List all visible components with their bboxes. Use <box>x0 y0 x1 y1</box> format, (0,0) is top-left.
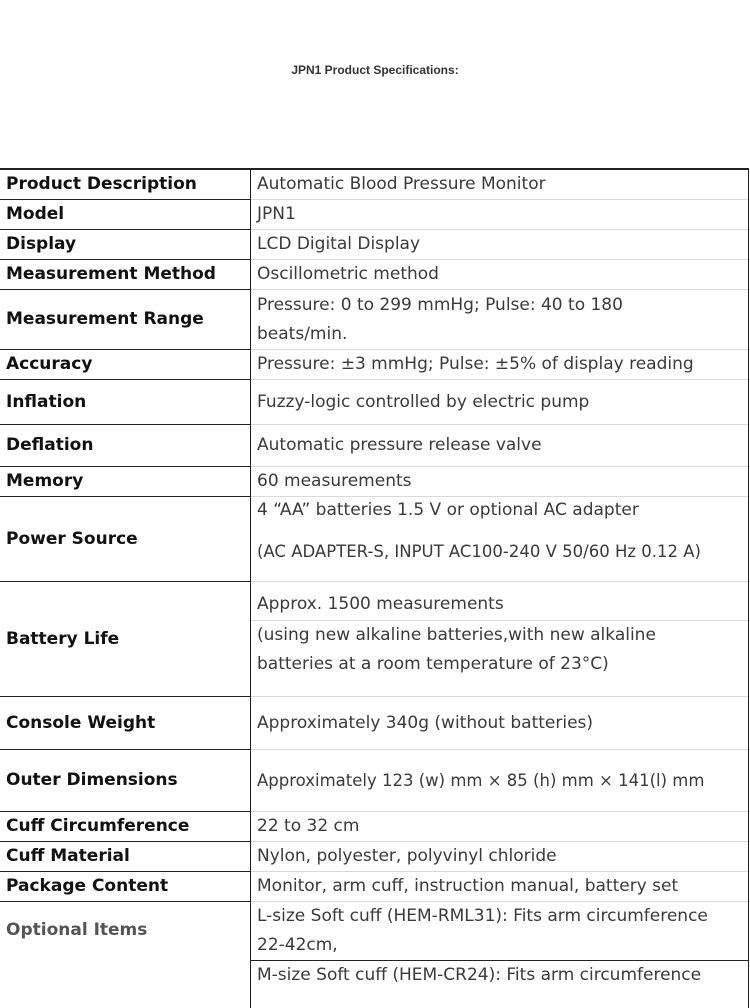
spec-value: Oscillometric method <box>251 260 749 290</box>
spec-value: Fuzzy-logic controlled by electric pump <box>251 380 749 425</box>
specifications-table <box>0 168 749 1008</box>
spec-value: 60 measurements <box>251 467 749 497</box>
table-row <box>0 872 749 902</box>
spec-label: Model <box>0 200 251 230</box>
spec-label: Measurement Method <box>0 260 251 290</box>
spec-value-line: beats/min. <box>257 323 348 344</box>
spec-value-line: Pressure: 0 to 299 mmHg; Pulse: 40 to 180 <box>257 294 623 315</box>
spec-value <box>251 290 749 350</box>
spec-label: Outer Dimensions <box>0 750 251 812</box>
spec-label: Console Weight <box>0 697 251 750</box>
spec-label: Package Content <box>0 872 251 902</box>
spec-value: Pressure: ±3 mmHg; Pulse: ±5% of display reading <box>251 350 749 380</box>
spec-value-line: 22-42cm, <box>257 935 338 955</box>
spec-value-line: Approx. 1500 measurements <box>257 594 504 614</box>
spec-value-line: M-size Soft cuff (HEM-CR24): Fits arm circumference <box>251 960 748 990</box>
table-row <box>0 842 749 872</box>
spec-value: Nylon, polyester, polyvinyl chloride <box>251 842 749 872</box>
table-row <box>0 902 749 1008</box>
spec-label: Display <box>0 230 251 260</box>
spec-value-line: (AC ADAPTER-S, INPUT AC100-240 V 50/60 Hz 0.12 A) <box>257 542 701 561</box>
spec-label: Memory <box>0 467 251 497</box>
table-row <box>0 200 749 230</box>
table-row <box>0 467 749 497</box>
spec-label: Power Source <box>0 497 251 582</box>
spec-label: Cuff Circumference <box>0 812 251 842</box>
spec-label: Inflation <box>0 380 251 425</box>
spec-label: Product Description <box>0 169 251 200</box>
table-row <box>0 380 749 425</box>
spec-value-line: batteries at a room temperature of 23°C) <box>257 654 609 674</box>
table-row <box>0 812 749 842</box>
table-row <box>0 230 749 260</box>
spec-label: Accuracy <box>0 350 251 380</box>
spec-value: Approximately 340g (without batteries) <box>251 697 749 750</box>
spec-value: Automatic Blood Pressure Monitor <box>251 169 749 200</box>
spec-value <box>251 497 749 582</box>
spec-value <box>251 582 749 697</box>
spec-value: Monitor, arm cuff, instruction manual, battery set <box>251 872 749 902</box>
spec-value: LCD Digital Display <box>251 230 749 260</box>
spec-value: JPN1 <box>251 200 749 230</box>
spec-label: Battery Life <box>0 582 251 697</box>
spec-label: Optional Items <box>0 902 251 1008</box>
spec-value-line: 4 “AA” batteries 1.5 V or optional AC adapter <box>257 500 639 520</box>
table-row <box>0 582 749 697</box>
table-row <box>0 497 749 582</box>
spec-value-line: L-size Soft cuff (HEM-RML31): Fits arm circumference <box>257 906 708 926</box>
table-row <box>0 750 749 812</box>
table-row <box>0 697 749 750</box>
table-row <box>0 169 749 200</box>
spec-value-line: (using new alkaline batteries,with new alkaline <box>251 620 748 650</box>
table-row <box>0 260 749 290</box>
table-row <box>0 350 749 380</box>
spec-value: 22 to 32 cm <box>251 812 749 842</box>
page-title: JPN1 Product Specifications: <box>291 63 459 77</box>
spec-value: Automatic pressure release valve <box>251 425 749 467</box>
spec-label: Cuff Material <box>0 842 251 872</box>
table-row <box>0 290 749 350</box>
spec-label: Deflation <box>0 425 251 467</box>
table-row <box>0 425 749 467</box>
spec-label: Measurement Range <box>0 290 251 350</box>
spec-value: Approximately 123 (w) mm × 85 (h) mm × 141(l) mm <box>251 750 749 812</box>
spec-value <box>251 902 749 1008</box>
